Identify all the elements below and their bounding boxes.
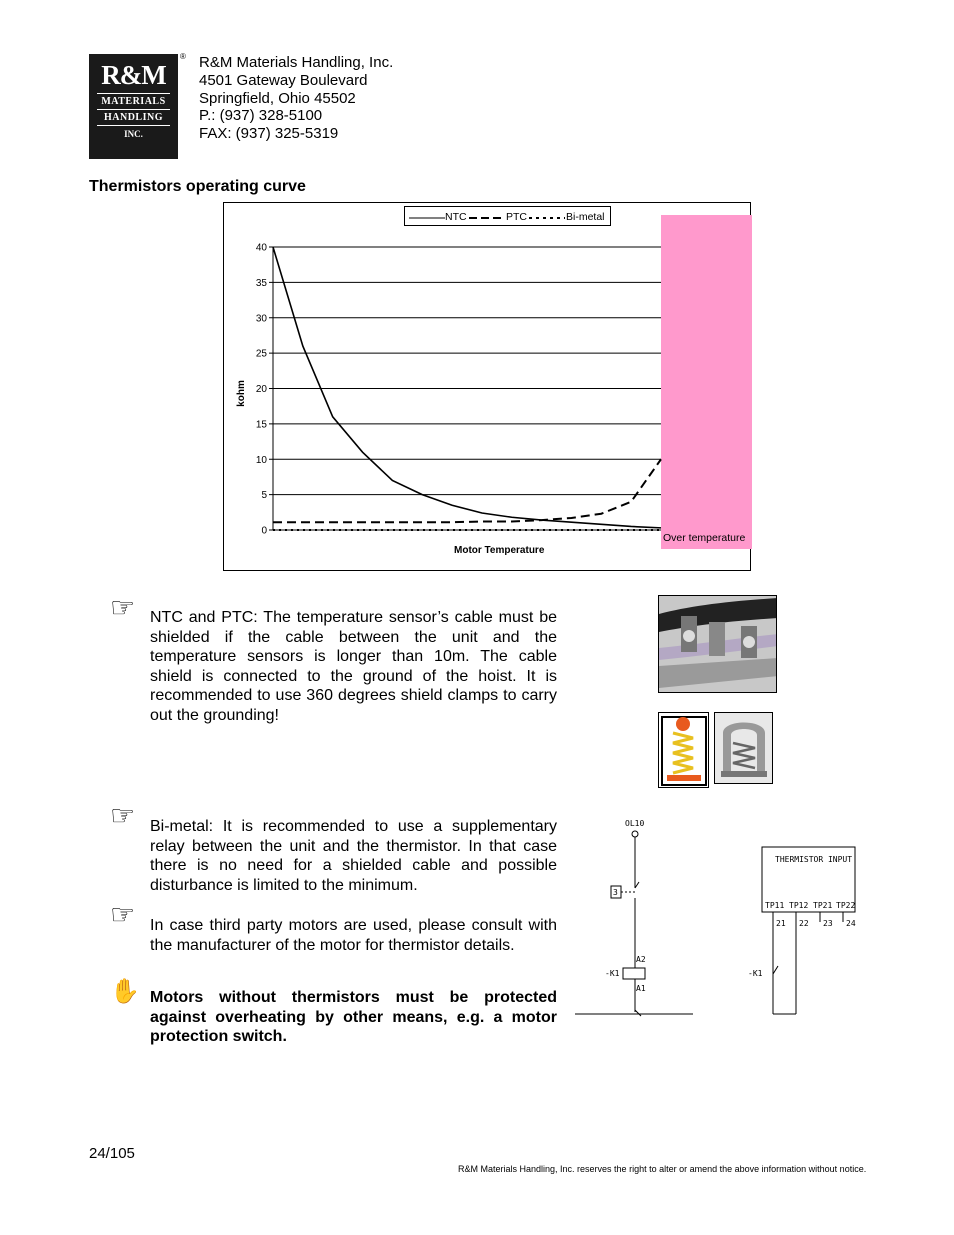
- pointing-hand-icon: ☞: [110, 800, 136, 831]
- pin-22: 22: [799, 919, 809, 928]
- terminal-tp21: TP21: [813, 901, 833, 910]
- shield-clamp-photo: [658, 595, 777, 693]
- logo-line2: HANDLING: [103, 112, 163, 123]
- stop-hand-icon: ✋: [110, 978, 140, 1005]
- logo-line1: MATERIALS: [101, 96, 166, 107]
- legend-ntc: NTC: [445, 211, 467, 223]
- y-tick-label-10: 10: [255, 454, 267, 466]
- legend-bimetal: Bi-metal: [566, 211, 605, 223]
- pin-21: 21: [776, 919, 786, 928]
- note-warning: Motors without thermistors must be protected against overheating by other means, e.g. a motor protection switch.: [150, 989, 557, 1046]
- k1-left-label: -K1: [605, 969, 620, 978]
- pin-24: 24: [846, 919, 856, 928]
- terminal-tp11: TP11: [765, 901, 785, 910]
- clamp-photo: [714, 712, 773, 784]
- series-line-ntc: [273, 247, 661, 528]
- spring-clamp-diagram: [658, 712, 709, 788]
- note-shielded-cable: NTC and PTC: The temperature sensor’s cable must be shielded if the cable between the unit and the temperature sensors is longer than 10m. The cable shield is connected to the ground of the hoist. It is recommended to use 360 degrees shield clamps to carry out the grounding!: [150, 609, 557, 724]
- a1-label: A1: [636, 984, 646, 993]
- street: 4501 Gateway Boulevard: [199, 71, 368, 89]
- terminal-tp22: TP22: [836, 901, 856, 910]
- y-tick-label-20: 20: [255, 384, 267, 395]
- y-tick-label-15: 15: [255, 419, 267, 431]
- thermistor-input-title: THERMISTOR INPUT: [775, 855, 853, 864]
- y-tick-label-0: 0: [261, 525, 267, 537]
- city: Springfield, Ohio 45502: [199, 89, 356, 107]
- relay-number: 3: [613, 888, 618, 897]
- note-third-party: In case third party motors are used, please consult with the manufacturer of the motor for thermistor details.: [150, 917, 557, 954]
- y-axis-label: kohm: [235, 380, 247, 407]
- y-tick-label-40: 40: [255, 242, 267, 254]
- company-name: R&M Materials Handling, Inc.: [199, 54, 394, 71]
- legend-ptc: PTC: [506, 211, 527, 223]
- y-tick-label-25: 25: [255, 348, 267, 360]
- company-address: [199, 54, 393, 143]
- section-title: Thermistors operating curve: [89, 178, 306, 195]
- pointing-hand-icon: ☞: [110, 592, 136, 623]
- k1-right-label: -K1: [748, 969, 763, 978]
- pin-23: 23: [823, 919, 833, 928]
- note-bimetal: Bi-metal: It is recommended to use a supplementary relay between the unit and the thermistor. In that case there is no need for a shielded cable and possible disturbance is limited to the minimum.: [150, 818, 557, 894]
- chart-legend: [404, 206, 611, 226]
- company-logo: [89, 54, 178, 159]
- y-tick-label-35: 35: [255, 277, 267, 289]
- terminal-tp12: TP12: [789, 901, 809, 910]
- phone: P.: (937) 328-5100: [199, 107, 323, 125]
- registered-mark: ®: [180, 52, 186, 61]
- page-number: 24/105: [89, 1145, 135, 1162]
- over-temperature-label: Over temperature: [663, 532, 746, 544]
- ol-label: OL10: [625, 819, 645, 828]
- fax: FAX: (937) 325-5319: [199, 125, 339, 143]
- pointing-hand-icon: ☞: [110, 899, 136, 930]
- logo-main-text: R&M: [101, 60, 166, 90]
- chart-plot: [224, 203, 752, 572]
- footer-notice: R&M Materials Handling, Inc. reserves the right to alter or amend the above information without notice.: [458, 1164, 867, 1174]
- circuit-diagram: [575, 814, 875, 1034]
- x-axis-label: Motor Temperature: [454, 545, 545, 556]
- logo-line3: INC.: [124, 129, 143, 139]
- y-tick-label-30: 30: [255, 313, 267, 325]
- a2-label: A2: [636, 955, 646, 964]
- thermistor-chart: [223, 202, 751, 571]
- y-tick-label-5: 5: [261, 490, 267, 502]
- series-line-ptc: [273, 459, 661, 522]
